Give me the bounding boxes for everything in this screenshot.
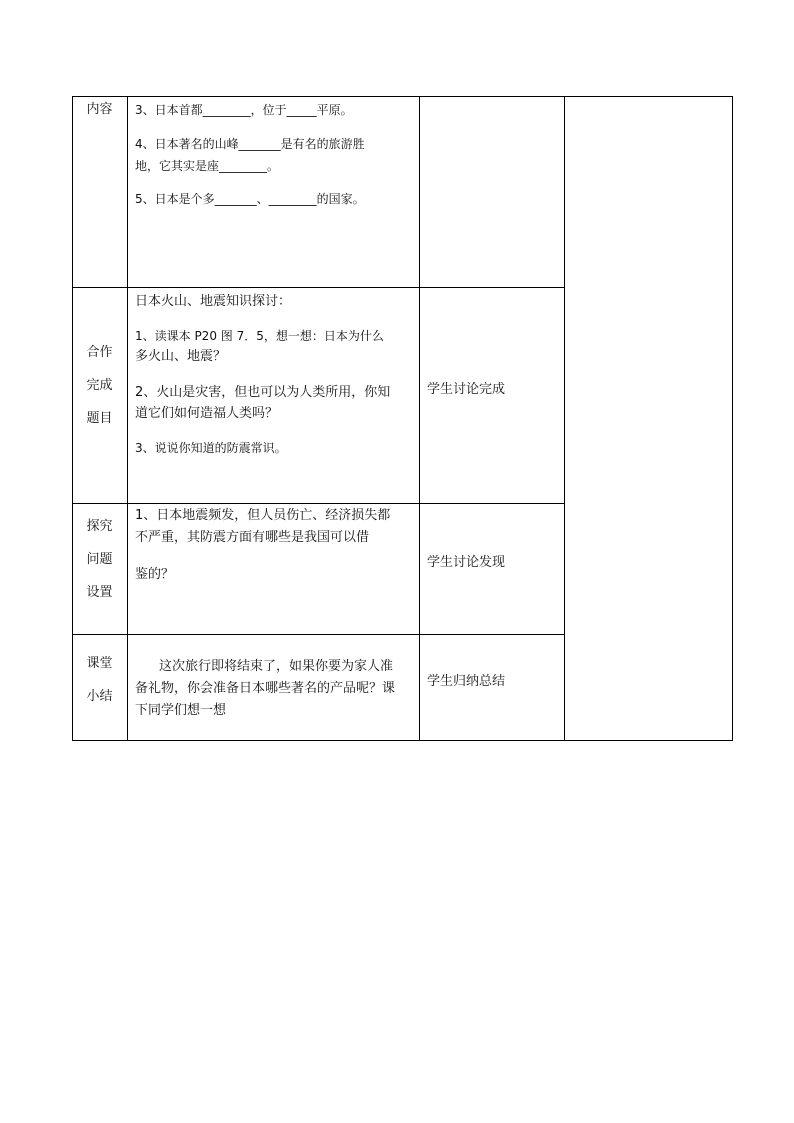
row-label-line: 问题 bbox=[86, 552, 113, 567]
summary-line3: 下同学们想一想 bbox=[135, 703, 227, 718]
row-label-cooperation bbox=[72, 343, 127, 429]
summary-line1: 这次旅行即将结束了，如果你要为家人准 bbox=[159, 659, 394, 674]
cooperation-item-1-line1: 1、读课本 P20 图 7．5，想一想：日本为什么 bbox=[135, 329, 384, 343]
side-column-divider bbox=[564, 96, 565, 741]
row-label-line: 合作 bbox=[86, 345, 113, 360]
row-label-inquiry bbox=[72, 517, 127, 603]
row-label-line: 题目 bbox=[86, 411, 113, 426]
content-item-4-line1: 4、日本著名的山峰_______是有名的旅游胜 bbox=[135, 137, 365, 151]
table-right-border bbox=[732, 96, 733, 741]
inquiry-item-1-line3: 鉴的？ bbox=[135, 567, 175, 582]
inquiry-side-note: 学生讨论发现 bbox=[427, 555, 506, 570]
cooperation-item-2-line2: 道它们如何造福人类吗？ bbox=[135, 406, 279, 421]
content-item-3: 3、日本首都________，位于_____平原。 bbox=[135, 103, 353, 117]
row-label-content bbox=[72, 100, 127, 120]
cooperation-item-1-line2: 多火山、地震？ bbox=[135, 349, 227, 364]
inquiry-item-1-line2: 不严重，其防震方面有哪些是我国可以借 bbox=[135, 530, 370, 545]
summary-side-note: 学生归纳总结 bbox=[427, 674, 506, 689]
inquiry-item-1-line1: 1、日本地震频发，但人员伤亡、经济损失都 bbox=[135, 508, 391, 523]
table-bottom-border bbox=[72, 740, 733, 741]
cooperation-side-note: 学生讨论完成 bbox=[427, 382, 506, 397]
row-label-summary bbox=[72, 654, 127, 707]
row-label-line: 内容 bbox=[86, 102, 113, 117]
table-top-border bbox=[72, 96, 733, 97]
content-item-5: 5、日本是个多_______、________的国家。 bbox=[135, 192, 365, 206]
table-row-divider-1 bbox=[72, 287, 565, 288]
cooperation-item-3: 3、说说你知道的防震常识。 bbox=[135, 441, 287, 455]
content-item-4-line2: 地，它其实是座________。 bbox=[135, 159, 280, 173]
cooperation-item-2-line1: 2、火山是灾害，但也可以为人类所用，你知 bbox=[135, 385, 391, 400]
summary-line2: 备礼物，你会准备日本哪些著名的产品呢？课 bbox=[135, 681, 396, 696]
row-label-line: 完成 bbox=[86, 378, 113, 393]
row-label-line: 探究 bbox=[86, 519, 113, 534]
label-column-divider bbox=[127, 96, 128, 741]
table-row-divider-2 bbox=[72, 503, 565, 504]
cooperation-heading: 日本火山、地震知识探讨： bbox=[135, 294, 292, 309]
row-label-line: 设置 bbox=[86, 585, 113, 600]
content-column-divider bbox=[419, 96, 420, 741]
row-label-line: 小结 bbox=[86, 689, 113, 704]
row-label-line: 课堂 bbox=[86, 656, 113, 671]
table-row-divider-3 bbox=[72, 634, 565, 635]
